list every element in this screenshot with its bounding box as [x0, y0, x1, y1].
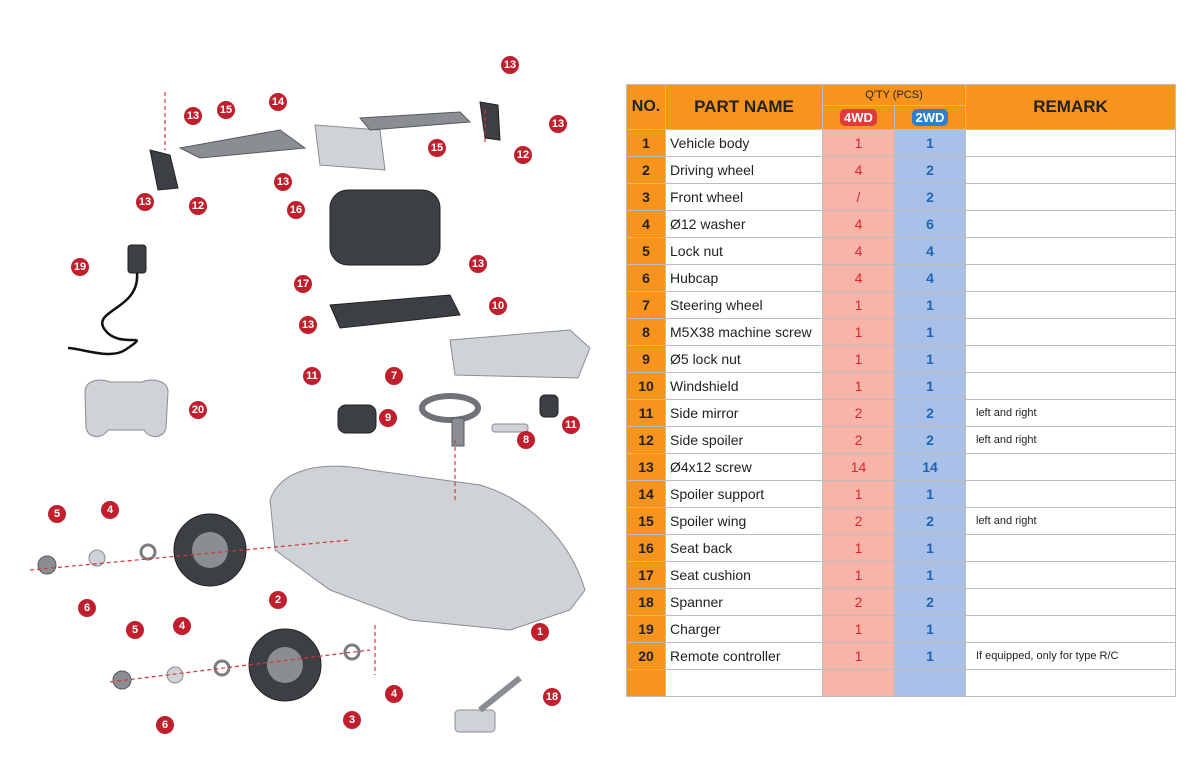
remark — [966, 670, 1176, 697]
callout-10 — [489, 297, 507, 315]
part-name: Seat back — [666, 535, 823, 562]
remark — [966, 292, 1176, 319]
row-number: 10 — [627, 373, 666, 400]
part-name: Spoiler support — [666, 481, 823, 508]
qty-4wd: 4 — [823, 211, 895, 238]
qty-4wd: 2 — [823, 589, 895, 616]
qty-2wd: 6 — [895, 211, 966, 238]
qty-2wd: 2 — [895, 427, 966, 454]
remark — [966, 454, 1176, 481]
svg-text:20: 20 — [191, 404, 205, 416]
svg-text:12: 12 — [516, 149, 530, 161]
callout-13 — [501, 56, 519, 74]
row-number: 14 — [627, 481, 666, 508]
part-name: Charger — [666, 616, 823, 643]
svg-text:14: 14 — [271, 96, 285, 108]
row-number: 12 — [627, 427, 666, 454]
table-row — [627, 157, 1176, 184]
remark — [966, 535, 1176, 562]
header-remark: REMARK — [966, 85, 1176, 130]
svg-text:15: 15 — [430, 142, 444, 154]
charger-plug — [128, 245, 146, 273]
seat-back — [330, 190, 440, 265]
svg-text:6: 6 — [161, 719, 169, 731]
qty-4wd: 1 — [823, 481, 895, 508]
washer — [141, 545, 155, 559]
callout-8 — [517, 431, 535, 449]
qty-2wd: 1 — [895, 562, 966, 589]
windshield — [450, 330, 590, 378]
side-spoiler-right — [480, 102, 500, 140]
svg-text:13: 13 — [186, 110, 200, 122]
table-row — [627, 454, 1176, 481]
qty-4wd: 1 — [823, 616, 895, 643]
callout-7 — [385, 367, 403, 385]
svg-text:19: 19 — [73, 261, 87, 273]
qty-4wd: 2 — [823, 427, 895, 454]
callout-2 — [269, 591, 287, 609]
remark — [966, 211, 1176, 238]
part-name: Spanner — [666, 589, 823, 616]
header-no: NO. — [627, 85, 666, 130]
row-number: 9 — [627, 346, 666, 373]
row-number: 17 — [627, 562, 666, 589]
svg-text:10: 10 — [491, 300, 505, 312]
steering-wheel — [422, 396, 478, 420]
row-number: 19 — [627, 616, 666, 643]
callout-12 — [189, 197, 207, 215]
qty-2wd: 1 — [895, 130, 966, 157]
table-row — [627, 238, 1176, 265]
side-mirror-right — [540, 395, 558, 417]
remark — [966, 616, 1176, 643]
callout-13 — [299, 316, 317, 334]
row-number: 15 — [627, 508, 666, 535]
row-number: 18 — [627, 589, 666, 616]
callout-5 — [48, 505, 66, 523]
row-number: 3 — [627, 184, 666, 211]
remark — [966, 265, 1176, 292]
table-row — [627, 589, 1176, 616]
parts-list-table — [626, 84, 1176, 697]
part-name: Ø12 washer — [666, 211, 823, 238]
callout-13 — [184, 107, 202, 125]
qty-2wd: 14 — [895, 454, 966, 481]
svg-text:8: 8 — [522, 434, 530, 446]
part-name — [666, 670, 823, 697]
row-number: 5 — [627, 238, 666, 265]
svg-text:5: 5 — [53, 508, 61, 520]
remark — [966, 373, 1176, 400]
remark: left and right — [966, 427, 1176, 454]
svg-text:13: 13 — [503, 59, 517, 71]
callout-15 — [428, 139, 446, 157]
table-row — [627, 670, 1176, 697]
svg-text:4: 4 — [106, 504, 114, 516]
svg-text:12: 12 — [191, 200, 205, 212]
qty-4wd: 1 — [823, 373, 895, 400]
qty-2wd: 2 — [895, 508, 966, 535]
callout-4 — [173, 617, 191, 635]
hubcap — [38, 556, 56, 574]
qty-4wd: 4 — [823, 157, 895, 184]
header-part-name: PART NAME — [666, 85, 823, 130]
table-row — [627, 562, 1176, 589]
table-row — [627, 184, 1176, 211]
callout-20 — [189, 401, 207, 419]
callout-5 — [126, 621, 144, 639]
header-2wd-cell — [895, 106, 966, 130]
svg-text:3: 3 — [348, 714, 356, 726]
part-name: Vehicle body — [666, 130, 823, 157]
qty-2wd: 1 — [895, 346, 966, 373]
row-number: 1 — [627, 130, 666, 157]
part-name: Ø4x12 screw — [666, 454, 823, 481]
qty-4wd: 4 — [823, 238, 895, 265]
qty-4wd: 4 — [823, 265, 895, 292]
qty-2wd: 1 — [895, 481, 966, 508]
spoiler-wing-left — [180, 130, 305, 158]
svg-text:13: 13 — [138, 196, 152, 208]
table-row — [627, 481, 1176, 508]
seat-cushion — [330, 295, 460, 328]
svg-text:13: 13 — [551, 118, 565, 130]
exploded-parts-diagram — [30, 30, 620, 760]
qty-4wd — [823, 670, 895, 697]
header-qty: Q'TY (PCS) — [823, 85, 966, 106]
qty-4wd: 1 — [823, 643, 895, 670]
qty-2wd — [895, 670, 966, 697]
qty-4wd: 1 — [823, 562, 895, 589]
part-name: Spoiler wing — [666, 508, 823, 535]
callout-18 — [543, 688, 561, 706]
svg-text:6: 6 — [83, 602, 91, 614]
qty-4wd: / — [823, 184, 895, 211]
table-row — [627, 346, 1176, 373]
row-number: 4 — [627, 211, 666, 238]
svg-text:17: 17 — [296, 278, 310, 290]
callout-4 — [101, 501, 119, 519]
qty-2wd: 1 — [895, 292, 966, 319]
remark: If equipped, only for type R/C — [966, 643, 1176, 670]
svg-text:15: 15 — [219, 104, 233, 116]
svg-text:11: 11 — [306, 370, 318, 382]
part-name: Side spoiler — [666, 427, 823, 454]
qty-4wd: 1 — [823, 130, 895, 157]
qty-2wd: 1 — [895, 616, 966, 643]
remark — [966, 184, 1176, 211]
callout-14 — [269, 93, 287, 111]
row-number: 2 — [627, 157, 666, 184]
callout-15 — [217, 101, 235, 119]
svg-text:13: 13 — [471, 258, 485, 270]
callout-3 — [343, 711, 361, 729]
side-spoiler-left — [150, 150, 178, 190]
qty-2wd: 4 — [895, 238, 966, 265]
remark — [966, 157, 1176, 184]
part-name: Remote controller — [666, 643, 823, 670]
qty-4wd: 1 — [823, 292, 895, 319]
table-row — [627, 319, 1176, 346]
remark — [966, 130, 1176, 157]
row-number: 11 — [627, 400, 666, 427]
qty-2wd: 2 — [895, 400, 966, 427]
row-number: 16 — [627, 535, 666, 562]
machine-screw — [492, 424, 528, 432]
callout-13 — [469, 255, 487, 273]
part-name: Side mirror — [666, 400, 823, 427]
row-number: 6 — [627, 265, 666, 292]
part-name: Seat cushion — [666, 562, 823, 589]
svg-text:9: 9 — [384, 412, 392, 424]
svg-text:1: 1 — [536, 626, 544, 638]
qty-2wd: 1 — [895, 373, 966, 400]
row-number: 7 — [627, 292, 666, 319]
part-name: Hubcap — [666, 265, 823, 292]
part-name: Driving wheel — [666, 157, 823, 184]
remark — [966, 346, 1176, 373]
callout-1 — [531, 623, 549, 641]
header-2wd: 2WD — [912, 109, 949, 126]
callout-13 — [136, 193, 154, 211]
svg-text:11: 11 — [565, 419, 577, 431]
part-name: Front wheel — [666, 184, 823, 211]
side-mirror-left — [338, 405, 376, 433]
table-row — [627, 616, 1176, 643]
table-row — [627, 400, 1176, 427]
svg-text:7: 7 — [390, 370, 398, 382]
qty-2wd: 2 — [895, 184, 966, 211]
table-row — [627, 535, 1176, 562]
svg-text:4: 4 — [178, 620, 186, 632]
part-name: Ø5 lock nut — [666, 346, 823, 373]
qty-4wd: 14 — [823, 454, 895, 481]
remark — [966, 238, 1176, 265]
qty-2wd: 1 — [895, 535, 966, 562]
svg-text:18: 18 — [545, 691, 559, 703]
callout-13 — [549, 115, 567, 133]
callout-11 — [303, 367, 321, 385]
spoiler-wing-right — [360, 112, 470, 130]
row-number — [627, 670, 666, 697]
callout-11 — [562, 416, 580, 434]
qty-4wd: 1 — [823, 319, 895, 346]
svg-text:5: 5 — [131, 624, 139, 636]
callout-16 — [287, 201, 305, 219]
callout-12 — [514, 146, 532, 164]
header-4wd-cell — [823, 106, 895, 130]
qty-2wd: 4 — [895, 265, 966, 292]
table-row — [627, 427, 1176, 454]
table-row — [627, 508, 1176, 535]
qty-4wd: 2 — [823, 508, 895, 535]
table-row — [627, 265, 1176, 292]
table-row — [627, 292, 1176, 319]
header-4wd: 4WD — [840, 109, 877, 126]
row-number: 20 — [627, 643, 666, 670]
svg-text:13: 13 — [276, 176, 290, 188]
part-name: Lock nut — [666, 238, 823, 265]
svg-text:13: 13 — [301, 319, 315, 331]
callout-6 — [156, 716, 174, 734]
row-number: 13 — [627, 454, 666, 481]
steering-column — [452, 418, 464, 446]
part-name: Windshield — [666, 373, 823, 400]
vehicle-body — [270, 466, 585, 630]
callout-19 — [71, 258, 89, 276]
remark: left and right — [966, 508, 1176, 535]
remark — [966, 589, 1176, 616]
qty-2wd: 2 — [895, 589, 966, 616]
table-row — [627, 643, 1176, 670]
remark — [966, 562, 1176, 589]
qty-2wd: 1 — [895, 643, 966, 670]
callout-6 — [78, 599, 96, 617]
remark — [966, 481, 1176, 508]
callout-9 — [379, 409, 397, 427]
svg-text:16: 16 — [289, 204, 303, 216]
remark — [966, 319, 1176, 346]
qty-2wd: 1 — [895, 319, 966, 346]
qty-4wd: 1 — [823, 535, 895, 562]
row-number: 8 — [627, 319, 666, 346]
svg-text:2: 2 — [274, 594, 282, 606]
qty-2wd: 2 — [895, 157, 966, 184]
qty-4wd: 2 — [823, 400, 895, 427]
qty-4wd: 1 — [823, 346, 895, 373]
table-row — [627, 130, 1176, 157]
hubcap — [113, 671, 131, 689]
charger-cable — [68, 273, 137, 354]
callout-17 — [294, 275, 312, 293]
part-name: Steering wheel — [666, 292, 823, 319]
part-name: M5X38 machine screw — [666, 319, 823, 346]
svg-text:4: 4 — [390, 688, 398, 700]
table-row — [627, 373, 1176, 400]
callout-4 — [385, 685, 403, 703]
callout-13 — [274, 173, 292, 191]
remote-controller — [85, 380, 168, 436]
spanner — [455, 710, 495, 732]
remark: left and right — [966, 400, 1176, 427]
table-row — [627, 211, 1176, 238]
spoiler-support — [315, 125, 385, 170]
